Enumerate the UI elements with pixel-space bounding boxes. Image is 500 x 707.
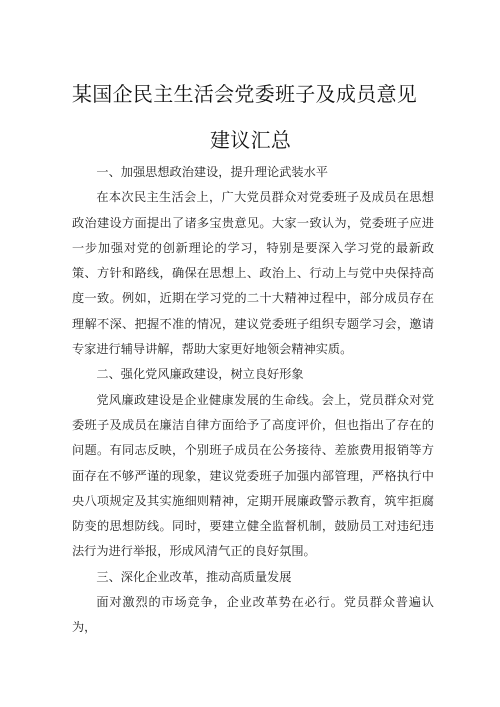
section-heading-2: 二、强化党风廉政建设，树立良好形象: [96, 367, 304, 382]
section-heading-3: 三、深化企业改革，推动高质量发展: [96, 569, 292, 584]
section-paragraph-1: 在本次民主生活会上，广大党员群众对党委班子及成员在思想政治建设方面提出了诸多宝贵意见。大家一致认为，党委班子应进一步加强对党的创新理论的学习，特别是要深入学习党的最新政策、方针和路线，确保在思想上、政治上、行动上与党中央保持高度一致。例如，近期在学习党的二十大精神过程中，部分成员存在理解不深、把握不准的情况，建议党委班子组织专题学习会，邀请专家进行辅导讲解，帮助大家更好地领会精神实质。: [72, 190, 434, 357]
document-title-line-1: 某国企民主生活会党委班子及成员意见: [72, 82, 418, 106]
section-heading-1: 一、加强思想政治建设，提升理论武装水平: [96, 165, 328, 179]
document-title-line-2: 建议汇总: [210, 128, 292, 152]
section-paragraph-2: 党风廉政建设是企业健康发展的生命线。会上，党员群众对党委班子及成员在廉洁自律方面给予了高度评价，但也指出了存在的问题。有同志反映，个别班子成员在公务接待、差旅费用报销等方面存在不够严谨的现象，建议党委班子加强内部管理，严格执行中央八项规定及其实施细则精神，定期开展廉政警示教育，筑牢拒腐防变的思想防线。同时，要建立健全监督机制，鼓励员工对违纪违法行为进行举报，形成风清气正的良好氛围。: [72, 392, 434, 559]
document-body: [72, 160, 434, 641]
section-paragraph-3: 面对激烈的市场竞争，企业改革势在必行。党员群众普遍认为，: [72, 595, 434, 635]
